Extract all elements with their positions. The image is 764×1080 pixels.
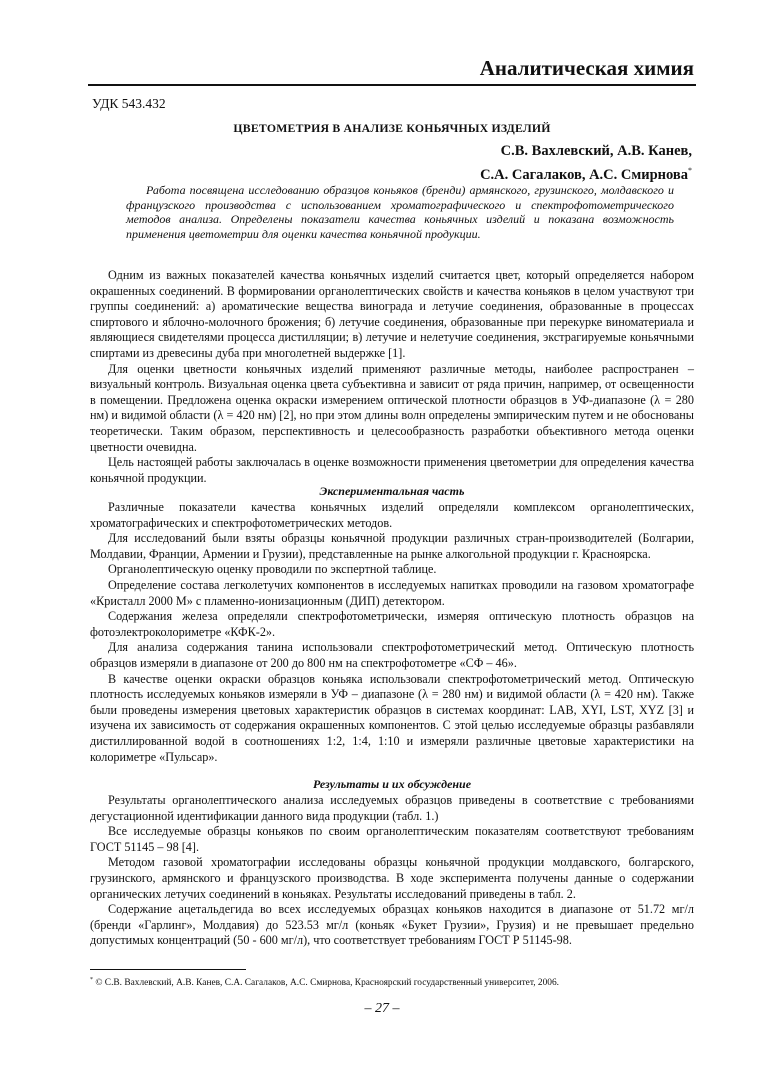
footnote-divider: [90, 969, 246, 970]
paragraph: Определение состава легколетучих компонентов в исследуемых напитках проводили на газовом хроматографе «Кристалл 2000 М» с пламенно-ионизационным (ДИП) детектором.: [90, 577, 694, 608]
authors-line-2-text: С.А. Сагалаков, А.С. Смирнова: [480, 166, 688, 183]
abstract: Работа посвящена исследованию образцов коньяков (бренди) армянского, грузинского, молдавского и французского производства с использованием хроматографического и спектрофотометрического методов анализа. Определены показатели качества коньячных изделий и показана возможность применения цветометрии для оценки качества коньячной продукции.: [126, 183, 674, 241]
paragraph: Одним из важных показателей качества коньячных изделий считается цвет, который определяется набором окрашенных соединений. В формировании органолептических свойств и качества коньяков в целом участвуют три группы соединений: а) ароматические вещества винограда и летучие соединения, образованные в процессах спиртового и яблочно-молочного брожения; б) летучие соединения, образованные при перекурке виноматериала и являющиеся свидетелями процесса дистилляции; в) летучие и нелетучие соединения, экстрагируемые коньячными спиртами из древесины дуба при многолетней выдержке [1].: [90, 268, 694, 360]
results-heading: Результаты и их обсуждение: [312, 777, 472, 791]
paragraph: Для анализа содержания танина использовали спектрофотометрический метод. Оптическую плотность образцов измеряли в диапазоне от 200 до 800 нм на спектрофотометре «СФ – 46».: [90, 640, 694, 670]
paragraph: В качестве оценки окраски образцов коньяка использовали спектрофотометрический метод. Оптическую плотность исследуемых коньяков измеряли в УФ – диапазоне (λ = 280 нм) и видимой области (λ = 420 нм). Также были проведены измерения цветовых характеристик образцов в системах координат: LAB, XYI, LST, XYZ [3] и изучена их зависимость от содержания окрашенных компонентов. С этой целью исследуемые образцы разбавляли дистиллированной водой в соотношениях 1:2, 1:4, 1:10 и измеряли различные цветовые характеристики на колориметре «Пульсар».: [90, 671, 694, 764]
paragraph: Методом газовой хроматографии исследованы образцы коньячной продукции молдавского, болгарского, грузинского, армянского и французского производства. В ходе эксперимента получены данные о содержании органических летучих соединений в коньяках. Результаты исследований приведены в табл. 2.: [90, 855, 694, 901]
authors-line-2: [480, 161, 692, 185]
paragraph: Все исследуемые образцы коньяков по своим органолептическим показателям соответствуют требованиям ГОСТ 51145 – 98 [4].: [90, 824, 694, 854]
paragraph: Содержания железа определяли спектрофотометрически, измеряя оптическую плотность образцов на фотоэлектроколориметре «КФК-2».: [90, 609, 694, 639]
footnote-text: © С.В. Вахлевский, А.В. Канев, С.А. Сагалаков, А.С. Смирнова, Красноярский государственный университет, 2006.: [95, 978, 560, 989]
paragraph: Цель настоящей работы заключалась в оценке возможности применения цветометрии для определения качества коньячной продукции.: [90, 455, 694, 485]
udk-code: УДК 543.432: [92, 96, 166, 111]
paragraph: Результаты органолептического анализа исследуемых образцов приведены в соответствие с требованиями дегустационной идентификации данного вида продукции (табл. 1.): [90, 793, 694, 823]
experimental-section: [90, 500, 694, 765]
paragraph: Для оценки цветности коньячных изделий применяют различные методы, наиболее распространен – визуальный контроль. Визуальная оценка цвета субъективна и зависит от ряда причин, например, от освещенности в помещении. Предложена оценка окраски измерением оптической плотности образцов в УФ-диапазоне (λ = 280 нм) и видимой области (λ = 420 нм) [2], но при этом длины волн определены эмпирическим путем и не обоснованы теоретически. Таким образом, перспективность и целесообразность разработки объективного метода оценки цветности очевидна.: [90, 361, 694, 454]
page-number: – 27 –: [364, 1001, 400, 1016]
footnote-mark: *: [90, 977, 93, 983]
paragraph: Органолептическую оценку проводили по экспертной таблице.: [108, 562, 437, 577]
article-title: ЦВЕТОМЕТРИЯ В АНАЛИЗЕ КОНЬЯЧНЫХ ИЗДЕЛИЙ: [233, 121, 551, 135]
paragraph: Для исследований были взяты образцы коньячной продукции различных стран-производителей (Болгарии, Молдавии, Франции, Армении и Грузии), представленные на рынке алкогольной продукции г. Красноярска.: [90, 531, 694, 561]
paragraph: Содержание ацетальдегида во всех исследуемых образцах коньяков находится в диапазоне от 51.72 мг/л (бренди «Гарлинг», Молдавия) до 523.53 мг/л (коньяк «Букет Грузии», Грузия) и не превышает предельно допустимых концентраций (50 - 600 мг/л), что соответствует требованиям ГОСТ Р 51145-98.: [90, 902, 694, 948]
section-title: Аналитическая химия: [479, 56, 694, 80]
author-footnote-mark: *: [688, 166, 692, 175]
authors-line-1: С.В. Вахлевский, А.В. Канев,: [500, 143, 692, 159]
results-section: [90, 793, 694, 949]
paragraph: Различные показатели качества коньячных изделий определяли комплексом органолептических, хроматографических и спектрофотометрических методов.: [90, 500, 694, 530]
introduction: [90, 268, 694, 486]
experimental-heading: Экспериментальная часть: [319, 484, 465, 498]
footnote: [90, 977, 694, 988]
author-list: [480, 141, 692, 185]
running-header: [88, 48, 696, 86]
